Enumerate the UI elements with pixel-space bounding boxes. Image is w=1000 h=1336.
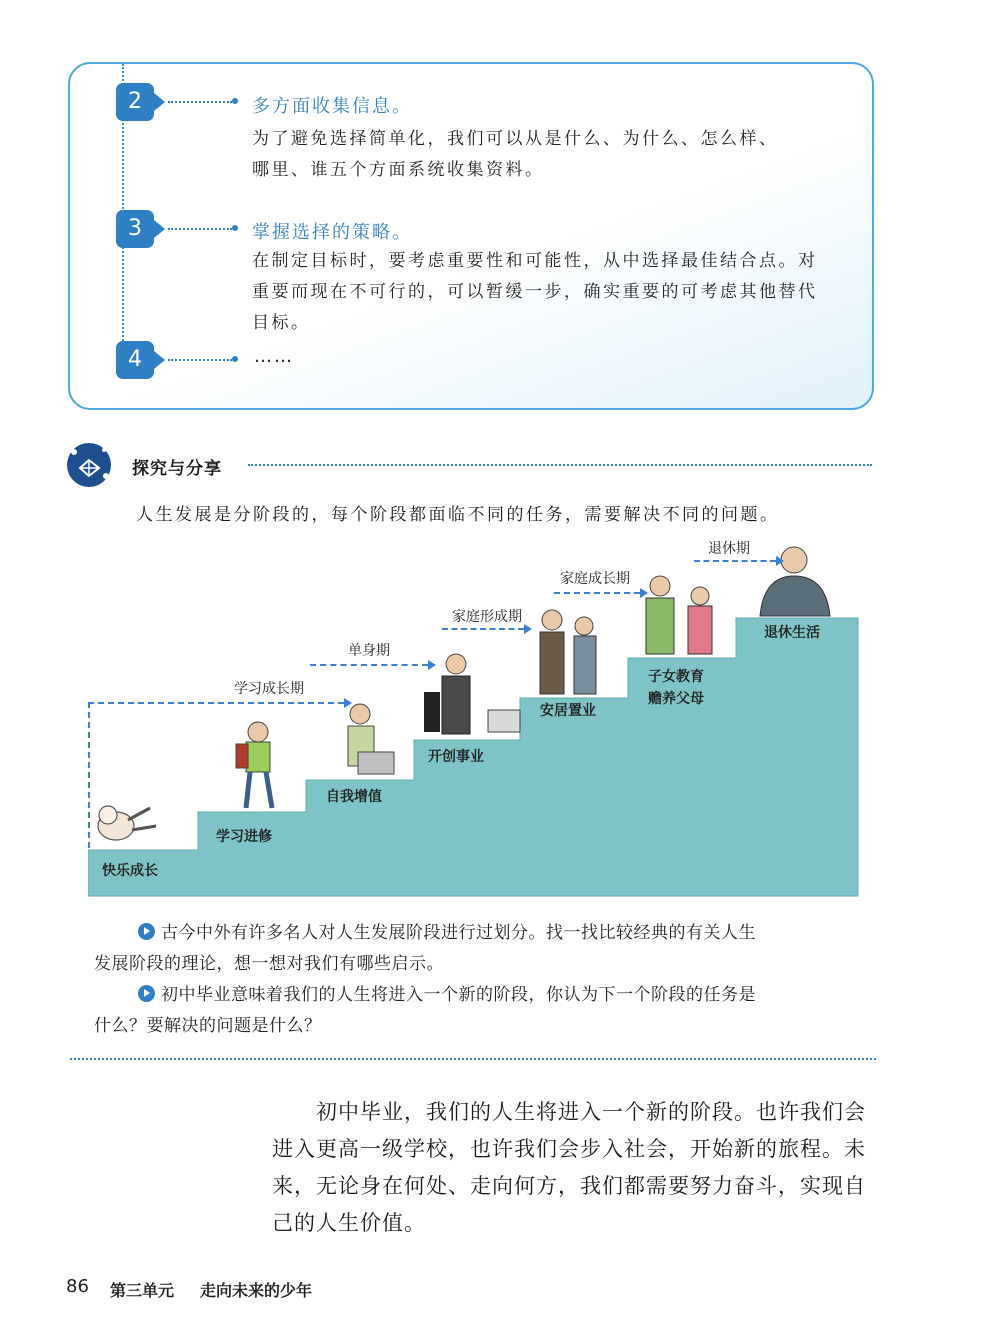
life-stage-staircase	[88, 530, 860, 898]
phase-label: 家庭形成期	[452, 609, 522, 625]
family-figure	[646, 576, 712, 654]
stage-label: 学习进修	[216, 829, 272, 845]
question-line: 初中毕业意味着我们的人生将进入一个新的阶段，你认为下一个阶段的任务是	[138, 980, 756, 1011]
badge-arrow-icon	[154, 220, 165, 238]
footer-chapter-title: 走向未来的少年	[200, 1281, 313, 1300]
phase-label: 学习成长期	[234, 681, 304, 697]
section-divider	[248, 464, 872, 466]
step-dotted-leader	[168, 228, 232, 230]
step-ellipsis: ……	[254, 346, 294, 367]
stage-label: 开创事业	[428, 749, 484, 765]
explore-section-title: 探究与分享	[132, 459, 222, 479]
step-body-line: 哪里、谁五个方面系统收集资料。	[252, 160, 545, 180]
question-line: 古今中外有许多名人对人生发展阶段进行过划分。找一找比较经典的有关人生	[138, 918, 756, 949]
laptop-figure	[348, 704, 394, 774]
leader-dot-icon	[232, 356, 238, 362]
leader-dot-icon	[232, 98, 238, 104]
step-title: 多方面收集信息。	[252, 96, 412, 117]
step-body	[252, 246, 818, 339]
baby-figure	[98, 806, 156, 840]
step-dotted-leader	[168, 101, 232, 103]
step-title: 掌握选择的策略。	[252, 222, 412, 243]
stage-label: 快乐成长	[102, 863, 158, 879]
phase-label: 单身期	[348, 643, 390, 659]
question-arrow-icon	[138, 923, 155, 940]
phase-arrow-stem	[88, 702, 90, 848]
step-number-badge: 4	[116, 341, 154, 379]
section-divider	[70, 1058, 876, 1060]
staircase-shape	[88, 530, 860, 898]
step-body-line: 为了避免选择简单化，我们可以从是什么、为什么、怎么样、	[252, 129, 779, 149]
arrow-head-icon	[640, 588, 648, 598]
phase-arrow-line	[694, 560, 776, 562]
arrow-head-icon	[776, 556, 784, 566]
arrow-head-icon	[344, 698, 352, 708]
badge-arrow-icon	[154, 351, 165, 369]
closing-paragraph: 初中毕业，我们的人生将进入一个新的阶段。也许我们会进入更高一级学校，也许我们会步入社会，开始新的旅程。未来，无论身在何处、走向何方，我们都需要努力奋斗，实现自己的人生价值。	[272, 1100, 866, 1235]
badge-arrow-icon	[154, 93, 165, 111]
step-number-badge: 3	[116, 210, 154, 248]
stage-label: 安居置业	[540, 703, 596, 719]
phase-arrow-line	[442, 628, 524, 630]
phase-arrow-line	[554, 592, 640, 594]
question-arrow-icon	[138, 985, 155, 1002]
step-number-badge: 2	[116, 83, 154, 121]
stage-label: 退休生活	[764, 625, 820, 641]
phase-label: 家庭成长期	[560, 571, 630, 587]
retiree-figure	[760, 547, 830, 616]
businessman-figure	[424, 654, 520, 734]
explore-intro-text: 人生发展是分阶段的，每个阶段都面临不同的任务，需要解决不同的问题。	[136, 505, 780, 525]
stage-label: 赡养父母	[648, 691, 704, 707]
footer-unit-label: 第三单元	[110, 1281, 175, 1300]
leader-dot-icon	[232, 225, 238, 231]
phase-arrow-line	[88, 702, 344, 704]
explore-globe-icon	[66, 442, 112, 488]
couple-figure	[540, 610, 596, 694]
stage-label: 子女教育	[648, 669, 704, 685]
step-body	[252, 124, 779, 186]
page-number: 86	[66, 1276, 89, 1297]
question-line: 发展阶段的理论，想一想对我们有哪些启示。	[94, 954, 444, 974]
step-body-line: 在制定目标时，要考虑重要性和可能性，从中选择最佳结合点。对	[252, 251, 818, 271]
arrow-head-icon	[428, 660, 436, 670]
student-figure	[236, 722, 272, 808]
strategy-steps-box	[68, 62, 874, 410]
phase-label: 退休期	[708, 541, 750, 557]
phase-arrow-line	[310, 664, 428, 666]
step-body-line: 重要而现在不可行的，可以暂缓一步，确实重要的可考虑其他替代	[252, 282, 818, 302]
step-dotted-leader	[168, 359, 232, 361]
arrow-head-icon	[524, 624, 532, 634]
stage-label: 自我增值	[326, 789, 382, 805]
question-line: 什么？要解决的问题是什么？	[94, 1016, 322, 1036]
step-body-line: 目标。	[252, 313, 311, 333]
